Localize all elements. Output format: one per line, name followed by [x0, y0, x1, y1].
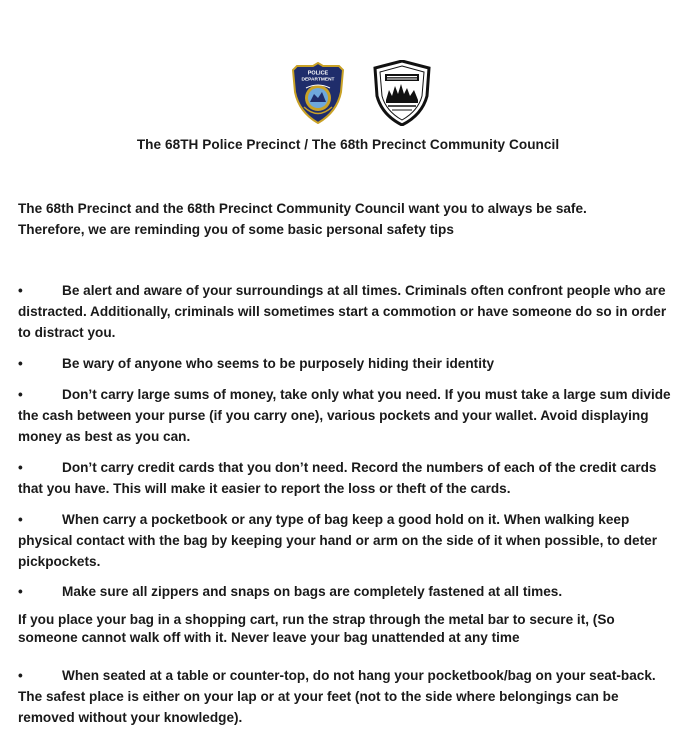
bullet-icon: • — [18, 460, 23, 475]
tip-text: Be wary of anyone who seems to be purposely hiding their identity — [62, 356, 495, 371]
bullet-icon: • — [18, 283, 23, 298]
svg-text:POLICE: POLICE — [307, 70, 329, 77]
tip-text: Be alert and aware of your surroundings at all times. Criminals often confront people who are distracted. Additionally, criminals will sometimes start a commotion or have someone do so in order to distract you. — [18, 283, 667, 340]
tip-list-item — [18, 280, 674, 343]
bullet-icon: • — [18, 512, 23, 527]
tip-list-item — [18, 353, 674, 374]
tip-text: When seated at a table or counter-top, do not hang your pocketbook/bag on your seat-back. The safest place is either on your lap or at your feet (not to the side where belongings can be removed without your knowledge). — [18, 668, 656, 725]
logo-row — [0, 60, 681, 128]
intro-line-1: The 68th Precinct and the 68th Precinct Community Council want you to always be safe. — [18, 201, 587, 216]
cart-note-line-1: If you place your bag in a shopping cart, run the strap through the metal bar to secure it, (So — [18, 612, 615, 627]
precinct-council-logo-icon — [372, 60, 432, 126]
cart-note-line-2: someone cannot walk off with it. Never leave your bag unattended at any time — [18, 630, 520, 645]
page-title: The 68TH Police Precinct / The 68th Precinct Community Council — [136, 137, 560, 152]
tip-text: When carry a pocketbook or any type of bag keep a good hold on it. When walking keep physical contact with the bag by keeping your hand or arm on the side of it when possible, to deter pickpockets. — [18, 512, 657, 569]
tip-list-item — [18, 665, 674, 728]
tip-text: Don’t carry large sums of money, take only what you need. If you must take a large sum divide the cash between your purse (if you carry one), various pockets and your wallet. Avoid displaying money as best as you can. — [18, 387, 671, 444]
tip-list-item — [18, 457, 674, 499]
tip-text: Don’t carry credit cards that you don’t need. Record the numbers of each of the credit cards that you have. This will make it easier to report the loss or theft of the cards. — [18, 460, 657, 496]
tip-list-item — [18, 384, 674, 447]
bullet-icon: • — [18, 387, 23, 402]
tip-text: Make sure all zippers and snaps on bags are completely fastened at all times. — [62, 584, 563, 599]
svg-text:DEPARTMENT: DEPARTMENT — [301, 77, 335, 83]
intro-line-2: Therefore, we are reminding you of some basic personal safety tips — [18, 222, 454, 237]
tip-list-item — [18, 581, 674, 602]
shopping-cart-note — [18, 611, 674, 647]
tip-list-item — [18, 509, 674, 572]
nypd-badge-icon — [292, 62, 344, 124]
bullet-icon: • — [18, 356, 23, 371]
bullet-icon: • — [18, 668, 23, 683]
bullet-icon: • — [18, 584, 23, 599]
intro-paragraph — [18, 198, 674, 240]
